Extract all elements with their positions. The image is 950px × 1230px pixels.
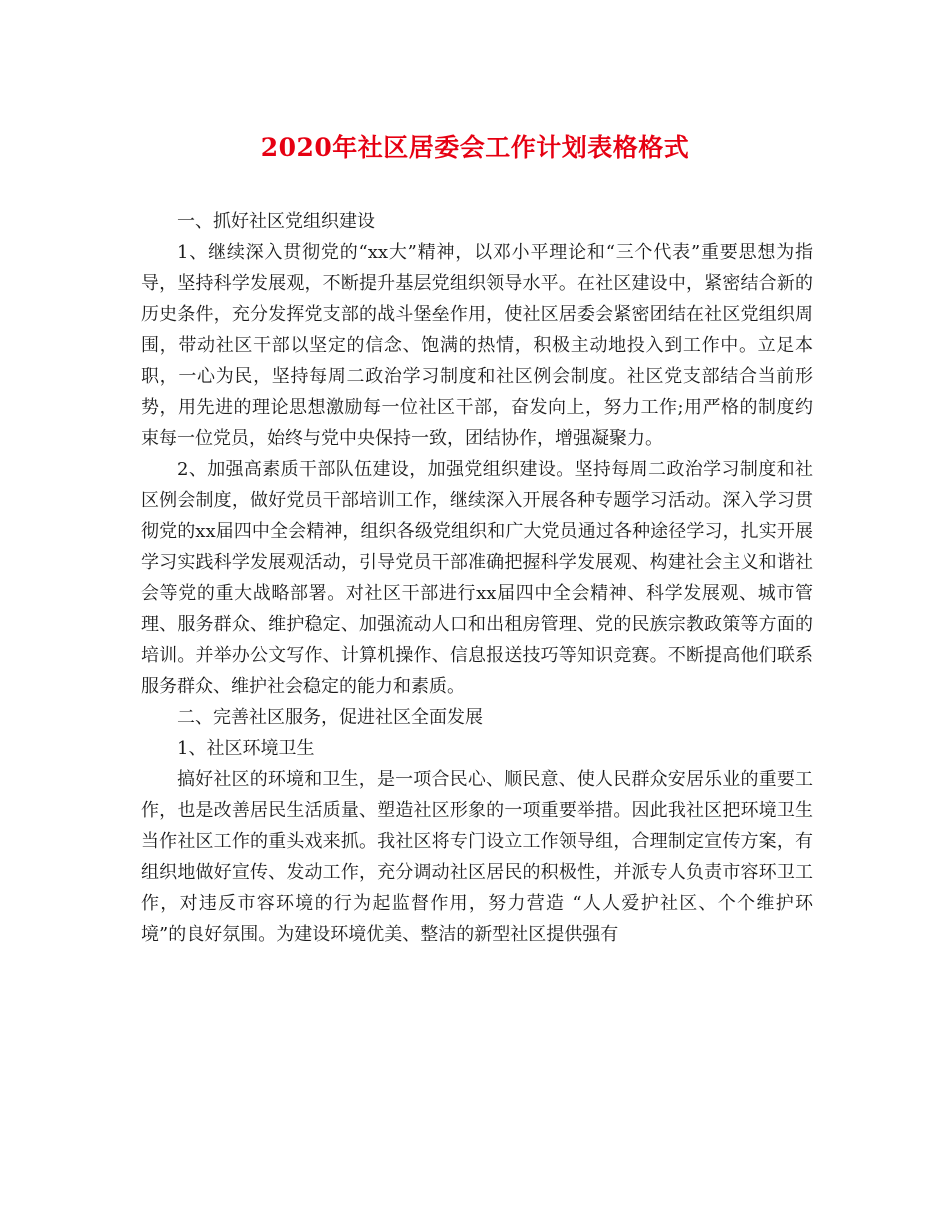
body-paragraph: 1、继续深入贯彻党的“xx大”精神，以邓小平理论和“三个代表”重要思想为指导，坚持科学发展观，不断提升基层党组织领导水平。在社区建设中，紧密结合新的历史条件，充分发挥党支部的战斗堡垒作用，使社区居委会紧密团结在社区党组织周围，带动社区干部以坚定的信念、饱满的热情，积极主动地投入到工作中。立足本职，一心为民，坚持每周二政治学习制度和社区例会制度。社区党支部结合当前形势，用先进的理论思想激励每一位社区干部，奋发向上，努力工作;用严格的制度约束每一位党员，始终与党中央保持一致，团结协作，增强凝聚力。: [141, 242, 813, 449]
section-heading-1: 一、抓好社区党组织建设: [177, 211, 375, 232]
section-heading-2: 二、完善社区服务，促进社区全面发展: [177, 707, 483, 728]
body-paragraph: 搞好社区的环境和卫生，是一项合民心、顺民意、使人民群众安居乐业的重要工作，也是改善居民生活质量、塑造社区形象的一项重要举措。因此我社区把环境卫生当作社区工作的重头戏来抓。我社区将专门设立工作领导组，合理制定宣传方案，有组织地做好宣传、发动工作，充分调动社区居民的积极性，并派专人负责市容环卫工作，对违反市容环境的行为起监督作用，努力营造 “人人爱护社区、个个维护环境”的良好氛围。为建设环境优美、整洁的新型社区提供强有: [141, 769, 813, 945]
subsection-heading: 1、社区环境卫生: [177, 738, 315, 759]
document-title: 2020年社区居委会工作计划表格格式: [260, 133, 690, 162]
body-paragraph: 2、加强高素质干部队伍建设，加强党组织建设。坚持每周二政治学习制度和社区例会制度，做好党员干部培训工作，继续深入开展各种专题学习活动。深入学习贯彻党的xx届四中全会精神，组织各级党组织和广大党员通过各种途径学习，扎实开展学习实践科学发展观活动，引导党员干部准确把握科学发展观、构建社会主义和谐社会等党的重大战略部署。对社区干部进行xx届四中全会精神、科学发展观、城市管理、服务群众、维护稳定、加强流动人口和出租房管理、党的民族宗教政策等方面的培训。并举办公文写作、计算机操作、信息报送技巧等知识竞赛。不断提高他们联系服务群众、维护社会稳定的能力和素质。: [141, 459, 813, 697]
document-body: [141, 206, 813, 950]
